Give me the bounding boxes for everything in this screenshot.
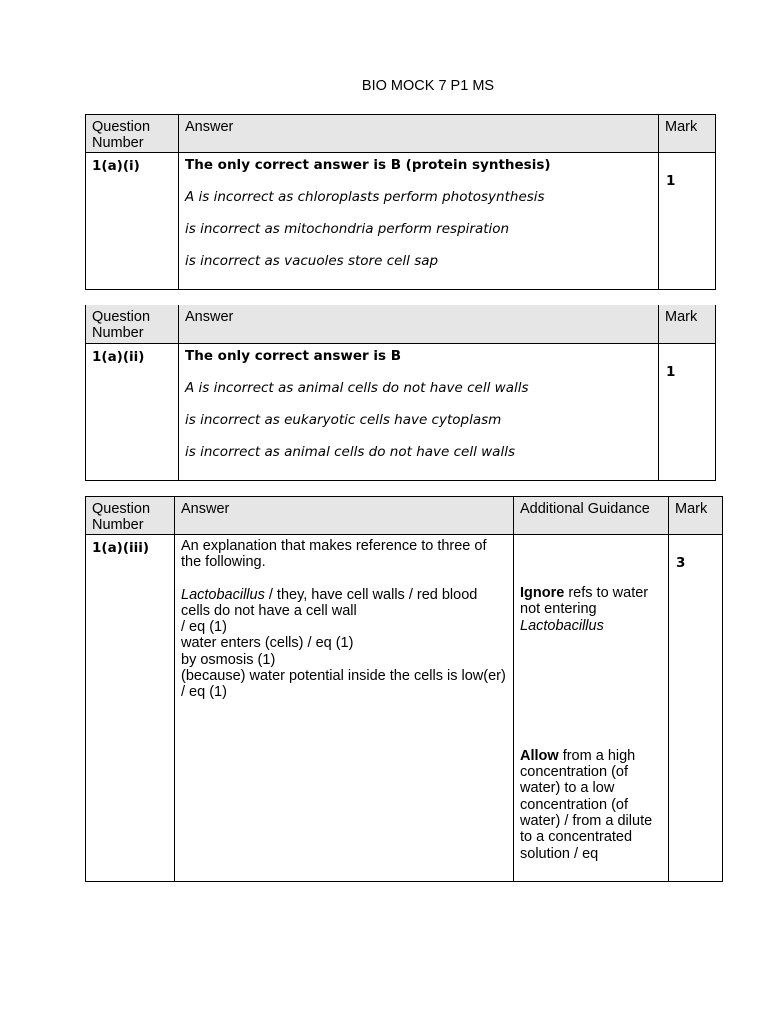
header-answer: Answer	[175, 497, 514, 535]
mark-scheme-table-1a-ii	[85, 305, 716, 481]
header-mark: Mark	[659, 115, 716, 153]
mark-cell: 3	[669, 535, 723, 882]
header-mark: Mark	[669, 497, 723, 535]
header-question-number: Question Number	[86, 497, 175, 535]
guidance-cell	[514, 535, 669, 882]
mark-scheme-table-1a-iii	[85, 496, 723, 882]
correct-answer: The only correct answer is B	[185, 347, 401, 364]
answer-line: A is incorrect as animal cells do not have cell walls	[185, 379, 529, 396]
question-number-cell: 1(a)(i)	[86, 153, 179, 290]
header-answer: Answer	[179, 115, 659, 153]
guidance-ignore: Ignore refs to water not entering Lactobacillus	[520, 585, 649, 634]
answer-line: is incorrect as vacuoles store cell sap	[185, 253, 439, 269]
header-additional-guidance: Additional Guidance	[514, 497, 669, 535]
question-number-cell: 1(a)(iii)	[86, 535, 175, 882]
mark-cell: 1	[659, 343, 716, 480]
header-answer: Answer	[179, 305, 659, 343]
guidance-allow: Allow from a high concentration (of water) to a low concentration (of water) / from a dilute to a concentrated solution / eq	[520, 747, 653, 862]
mark-cell: 1	[659, 153, 716, 290]
answer-line: is incorrect as eukaryotic cells have cytoplasm	[185, 411, 502, 428]
answer-cell	[179, 153, 659, 290]
answer-line: is incorrect as animal cells do not have cell walls	[185, 443, 515, 460]
header-question-number: Question Number	[86, 305, 179, 343]
answer-intro: An explanation that makes reference to three of the following.	[181, 538, 487, 571]
header-question-number: Question Number	[86, 115, 179, 153]
answer-point: / eq (1)	[181, 619, 227, 636]
answer-cell	[175, 535, 514, 882]
answer-cell	[179, 343, 659, 480]
answer-point: water enters (cells) / eq (1)	[181, 635, 354, 652]
question-number-cell: 1(a)(ii)	[86, 343, 179, 480]
correct-answer: The only correct answer is B (protein synthesis)	[185, 157, 551, 173]
answer-line: A is incorrect as chloroplasts perform photosynthesis	[185, 189, 545, 205]
answer-point: by osmosis (1)	[181, 651, 276, 668]
answer-line: is incorrect as mitochondria perform respiration	[185, 221, 510, 237]
header-mark: Mark	[659, 305, 716, 343]
answer-point: Lactobacillus / they, have cell walls / red blood cells do not have a cell wall	[181, 586, 478, 619]
mark-scheme-table-1a-i	[85, 114, 716, 290]
page-title: BIO MOCK 7 P1 MS	[361, 78, 495, 94]
answer-point: (because) water potential inside the cells is low(er) / eq (1)	[181, 668, 506, 701]
